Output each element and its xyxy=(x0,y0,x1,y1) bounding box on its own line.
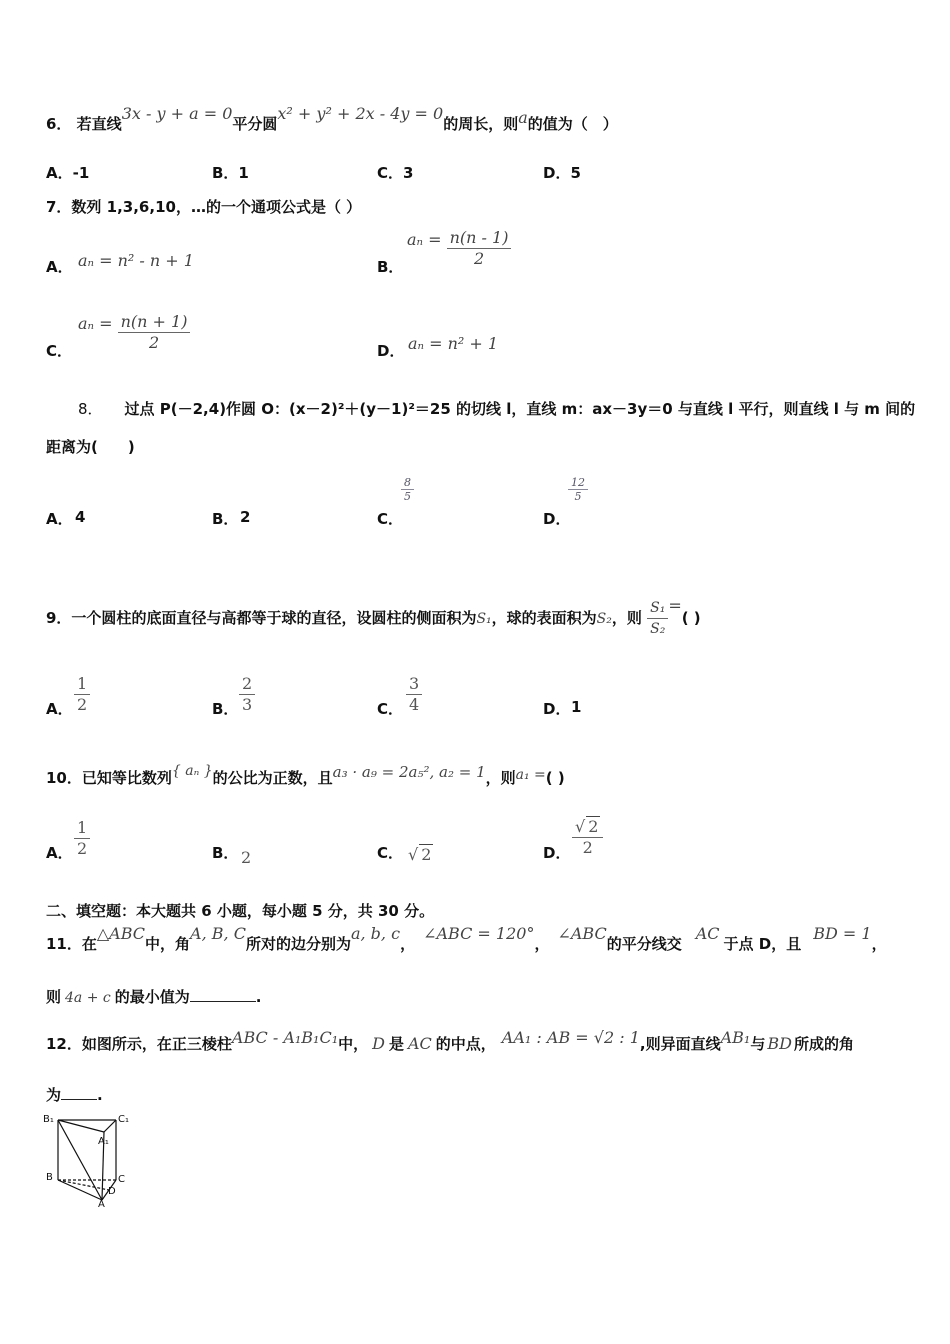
q10-option-c-label: C． xyxy=(377,844,404,862)
q6-text-3: 的周长，则 xyxy=(443,115,519,133)
q6-line-equation: 3x - y + a = 0 xyxy=(121,104,233,123)
q12-prism: ABC - A₁B₁C₁ xyxy=(231,1028,339,1047)
q8-number: 8． xyxy=(78,400,103,418)
q11-text-3: 所对的边分别为 xyxy=(245,935,351,953)
q8-option-c-numerator: 8 xyxy=(401,476,414,490)
q8-option-d-denominator: 5 xyxy=(574,490,582,503)
q8-option-c-label: C． xyxy=(377,510,404,528)
q9-s2: S₂ xyxy=(596,611,612,627)
radical-icon: √ xyxy=(408,845,419,864)
q9-option-c-label: C． xyxy=(377,700,404,718)
q6-option-d: D．5 xyxy=(543,164,581,182)
question-9 xyxy=(46,590,701,647)
q7-option-b-label: B． xyxy=(377,258,404,276)
q7-option-a-label: A． xyxy=(46,258,73,276)
q10-text-3: ，则 xyxy=(485,769,516,787)
q7-option-b-denominator: 2 xyxy=(473,249,485,268)
q11-angle: ∠ABC xyxy=(557,924,607,943)
question-11-line-1 xyxy=(46,922,887,966)
q9-text-3: ，则 xyxy=(611,609,642,627)
figure-label-c: C xyxy=(118,1174,125,1185)
q10-text-1: 10．已知等比数列 xyxy=(46,769,172,787)
q11-text-10: 的最小值为 xyxy=(114,988,190,1006)
q6-text-2: 平分圆 xyxy=(232,115,278,133)
q10-text-2: 的公比为正数，且 xyxy=(212,769,333,787)
q6-text-1: 若直线 xyxy=(76,115,122,133)
q11-text-7: 于点 D，且 xyxy=(723,935,802,953)
q11-text-2: 中，角 xyxy=(145,935,191,953)
q9-equals: = xyxy=(668,596,682,615)
q11-text-9: 则 xyxy=(46,988,62,1006)
q9-ratio-numerator: S₁ xyxy=(647,598,668,619)
q12-ratio: AA₁ : AB = √2 : 1 xyxy=(501,1028,640,1047)
q10-option-c-radicand: 2 xyxy=(421,845,432,864)
q10-option-b-label: B． xyxy=(212,844,239,862)
q9-option-c-denominator: 4 xyxy=(409,695,420,714)
q11-answer-blank[interactable] xyxy=(190,1001,256,1002)
q10-option-a-label: A． xyxy=(46,844,73,862)
q11-angle-equation: ∠ABC = 120° xyxy=(423,924,535,943)
q9-option-a-label: A． xyxy=(46,700,73,718)
section-2-heading: 二、填空题：本大题共 6 小题，每小题 5 分，共 30 分。 xyxy=(46,902,435,920)
q11-text-11: . xyxy=(255,988,262,1006)
q9-option-c-numerator: 3 xyxy=(406,674,422,695)
q12-text-3: 是 xyxy=(388,1035,404,1053)
q10-text-4: ( ) xyxy=(545,769,565,787)
q12-answer-blank[interactable] xyxy=(61,1099,97,1100)
q10-option-d-fraction xyxy=(572,816,603,858)
figure-label-b1: B₁ xyxy=(43,1114,54,1125)
q12-text-9: . xyxy=(97,1086,103,1104)
q9-option-c-fraction xyxy=(406,674,422,715)
q12-bd: BD xyxy=(767,1034,792,1053)
q12-ab1: AB₁ xyxy=(720,1028,751,1047)
q7-option-b-fraction xyxy=(447,228,512,269)
q12-text-7: 所成的角 xyxy=(793,1035,854,1053)
q10-option-a-fraction xyxy=(74,818,90,859)
q9-ratio-fraction xyxy=(647,598,668,639)
question-12-line-2 xyxy=(46,1084,103,1105)
q9-option-d-value: 1 xyxy=(571,698,582,716)
q9-text-4: ( ) xyxy=(681,609,701,627)
q8-option-b-label: B． xyxy=(212,510,239,528)
q8-option-a-value: 4 xyxy=(75,508,86,526)
q7-option-a-formula: aₙ = n² - n + 1 xyxy=(78,251,194,270)
q10-option-c-sqrt xyxy=(408,844,433,864)
q11-text-4: ， xyxy=(400,935,416,953)
q7-option-b-lhs: aₙ = xyxy=(407,230,442,249)
q12-text-1: 12．如图所示，在正三棱柱 xyxy=(46,1035,232,1053)
q10-condition: a₃ · a₉ = 2a₅², a₂ = 1 xyxy=(332,763,486,781)
q7-option-c-lhs: aₙ = xyxy=(78,314,113,333)
q10-option-d-radicand: 2 xyxy=(588,817,599,836)
q8-option-d-label: D． xyxy=(543,510,571,528)
q12-text-6: 与 xyxy=(750,1035,766,1053)
q9-option-a-numerator: 1 xyxy=(74,674,90,695)
question-8-line-1 xyxy=(78,398,915,419)
q12-text-2: 中， xyxy=(338,1035,369,1053)
question-10 xyxy=(46,758,565,799)
figure-label-d: D xyxy=(108,1186,116,1197)
prism-figure xyxy=(40,1108,140,1208)
q8-option-c-denominator: 5 xyxy=(404,490,411,503)
q10-option-d-numerator xyxy=(572,816,603,838)
q8-option-d-numerator: 12 xyxy=(568,476,588,490)
q10-option-d-label: D． xyxy=(543,844,571,862)
q9-option-a-denominator: 2 xyxy=(77,695,88,714)
q12-ac: AC xyxy=(407,1034,432,1053)
q7-option-c-formula xyxy=(78,312,190,353)
figure-label-b: B xyxy=(46,1172,53,1183)
q8-option-d-fraction xyxy=(568,476,588,503)
q6-text-4: 的值为（ ） xyxy=(527,115,618,133)
q9-option-d-label: D． xyxy=(543,700,571,718)
q9-text-1: 9．一个圆柱的底面直径与高都等于球的直径，设圆柱的侧面积为 xyxy=(46,609,477,627)
q7-option-b-formula xyxy=(407,228,511,269)
q12-text-8: 为 xyxy=(46,1086,62,1104)
question-7: 7．数列 1,3,6,10，…的一个通项公式是（ ） xyxy=(46,198,362,216)
q12-text-4: 的中点， xyxy=(435,1035,496,1053)
figure-label-c1: C₁ xyxy=(118,1114,129,1125)
q11-triangle: △ABC xyxy=(96,924,146,943)
q9-ratio-denominator: S₂ xyxy=(650,621,666,637)
q9-s1: S₁ xyxy=(476,611,492,627)
q11-bd: BD = 1 xyxy=(813,924,872,943)
question-6 xyxy=(46,104,618,144)
q6-variable: a xyxy=(518,108,528,127)
q8-option-c-fraction xyxy=(401,476,414,503)
q7-option-c-denominator: 2 xyxy=(148,333,160,352)
q7-option-c-label: C． xyxy=(46,342,73,360)
question-11-line-2 xyxy=(46,986,261,1007)
q11-text-5: ， xyxy=(534,935,550,953)
q6-option-b: B．1 xyxy=(212,164,249,182)
q6-option-a: A．-1 xyxy=(46,164,90,182)
q10-option-a-denominator: 2 xyxy=(77,839,88,858)
figure-label-a: A xyxy=(98,1199,105,1208)
q7-option-b-numerator: n(n - 1) xyxy=(447,228,512,249)
q9-option-b-denominator: 3 xyxy=(242,695,253,714)
q9-option-b-label: B． xyxy=(212,700,239,718)
question-8-line-2: 距离为( ) xyxy=(46,438,135,456)
q8-option-a-label: A． xyxy=(46,510,73,528)
q11-text-1: 11．在 xyxy=(46,935,97,953)
q8-option-b-value: 2 xyxy=(240,508,251,526)
q11-ac: AC xyxy=(695,924,720,943)
q12-text-5: ,则异面直线 xyxy=(639,1035,721,1053)
q6-circle-equation: x² + y² + 2x - 4y = 0 xyxy=(277,104,444,123)
question-12-line-1 xyxy=(46,1024,854,1064)
q6-option-c: C．3 xyxy=(377,164,414,182)
q10-option-b-value: 2 xyxy=(241,848,252,867)
q9-option-b-numerator: 2 xyxy=(239,674,255,695)
radical-icon: √ xyxy=(575,817,586,836)
q10-option-a-numerator: 1 xyxy=(74,818,90,839)
figure-label-a1: A₁ xyxy=(98,1136,109,1147)
q7-option-c-numerator: n(n + 1) xyxy=(118,312,191,333)
q9-option-b-fraction xyxy=(239,674,255,715)
q9-text-2: ，球的表面积为 xyxy=(491,609,597,627)
q11-angles: A, B, C xyxy=(190,924,246,943)
q7-option-c-fraction xyxy=(118,312,191,353)
q7-option-d-label: D． xyxy=(377,342,405,360)
q10-sequence: { aₙ } xyxy=(171,763,213,779)
q11-text-6: 的平分线交 xyxy=(606,935,682,953)
q6-number: 6． xyxy=(46,115,72,133)
q7-option-d-formula: aₙ = n² + 1 xyxy=(408,334,499,353)
q12-d: D xyxy=(372,1034,385,1053)
q9-option-a-fraction xyxy=(74,674,90,715)
q10-option-d-denominator: 2 xyxy=(582,838,593,857)
q11-sides: a, b, c xyxy=(350,924,401,943)
q11-text-8: ， xyxy=(871,935,887,953)
q11-expression: 4a + c xyxy=(65,990,111,1006)
q8-text-line-1: 过点 P(－2,4)作圆 O：(x－2)²＋(y－1)²＝25 的切线 l，直线 m：ax－3y＝0 与直线 l 平行，则直线 l 与 m 间的 xyxy=(124,400,916,418)
q10-ask: a₁ = xyxy=(515,767,546,783)
